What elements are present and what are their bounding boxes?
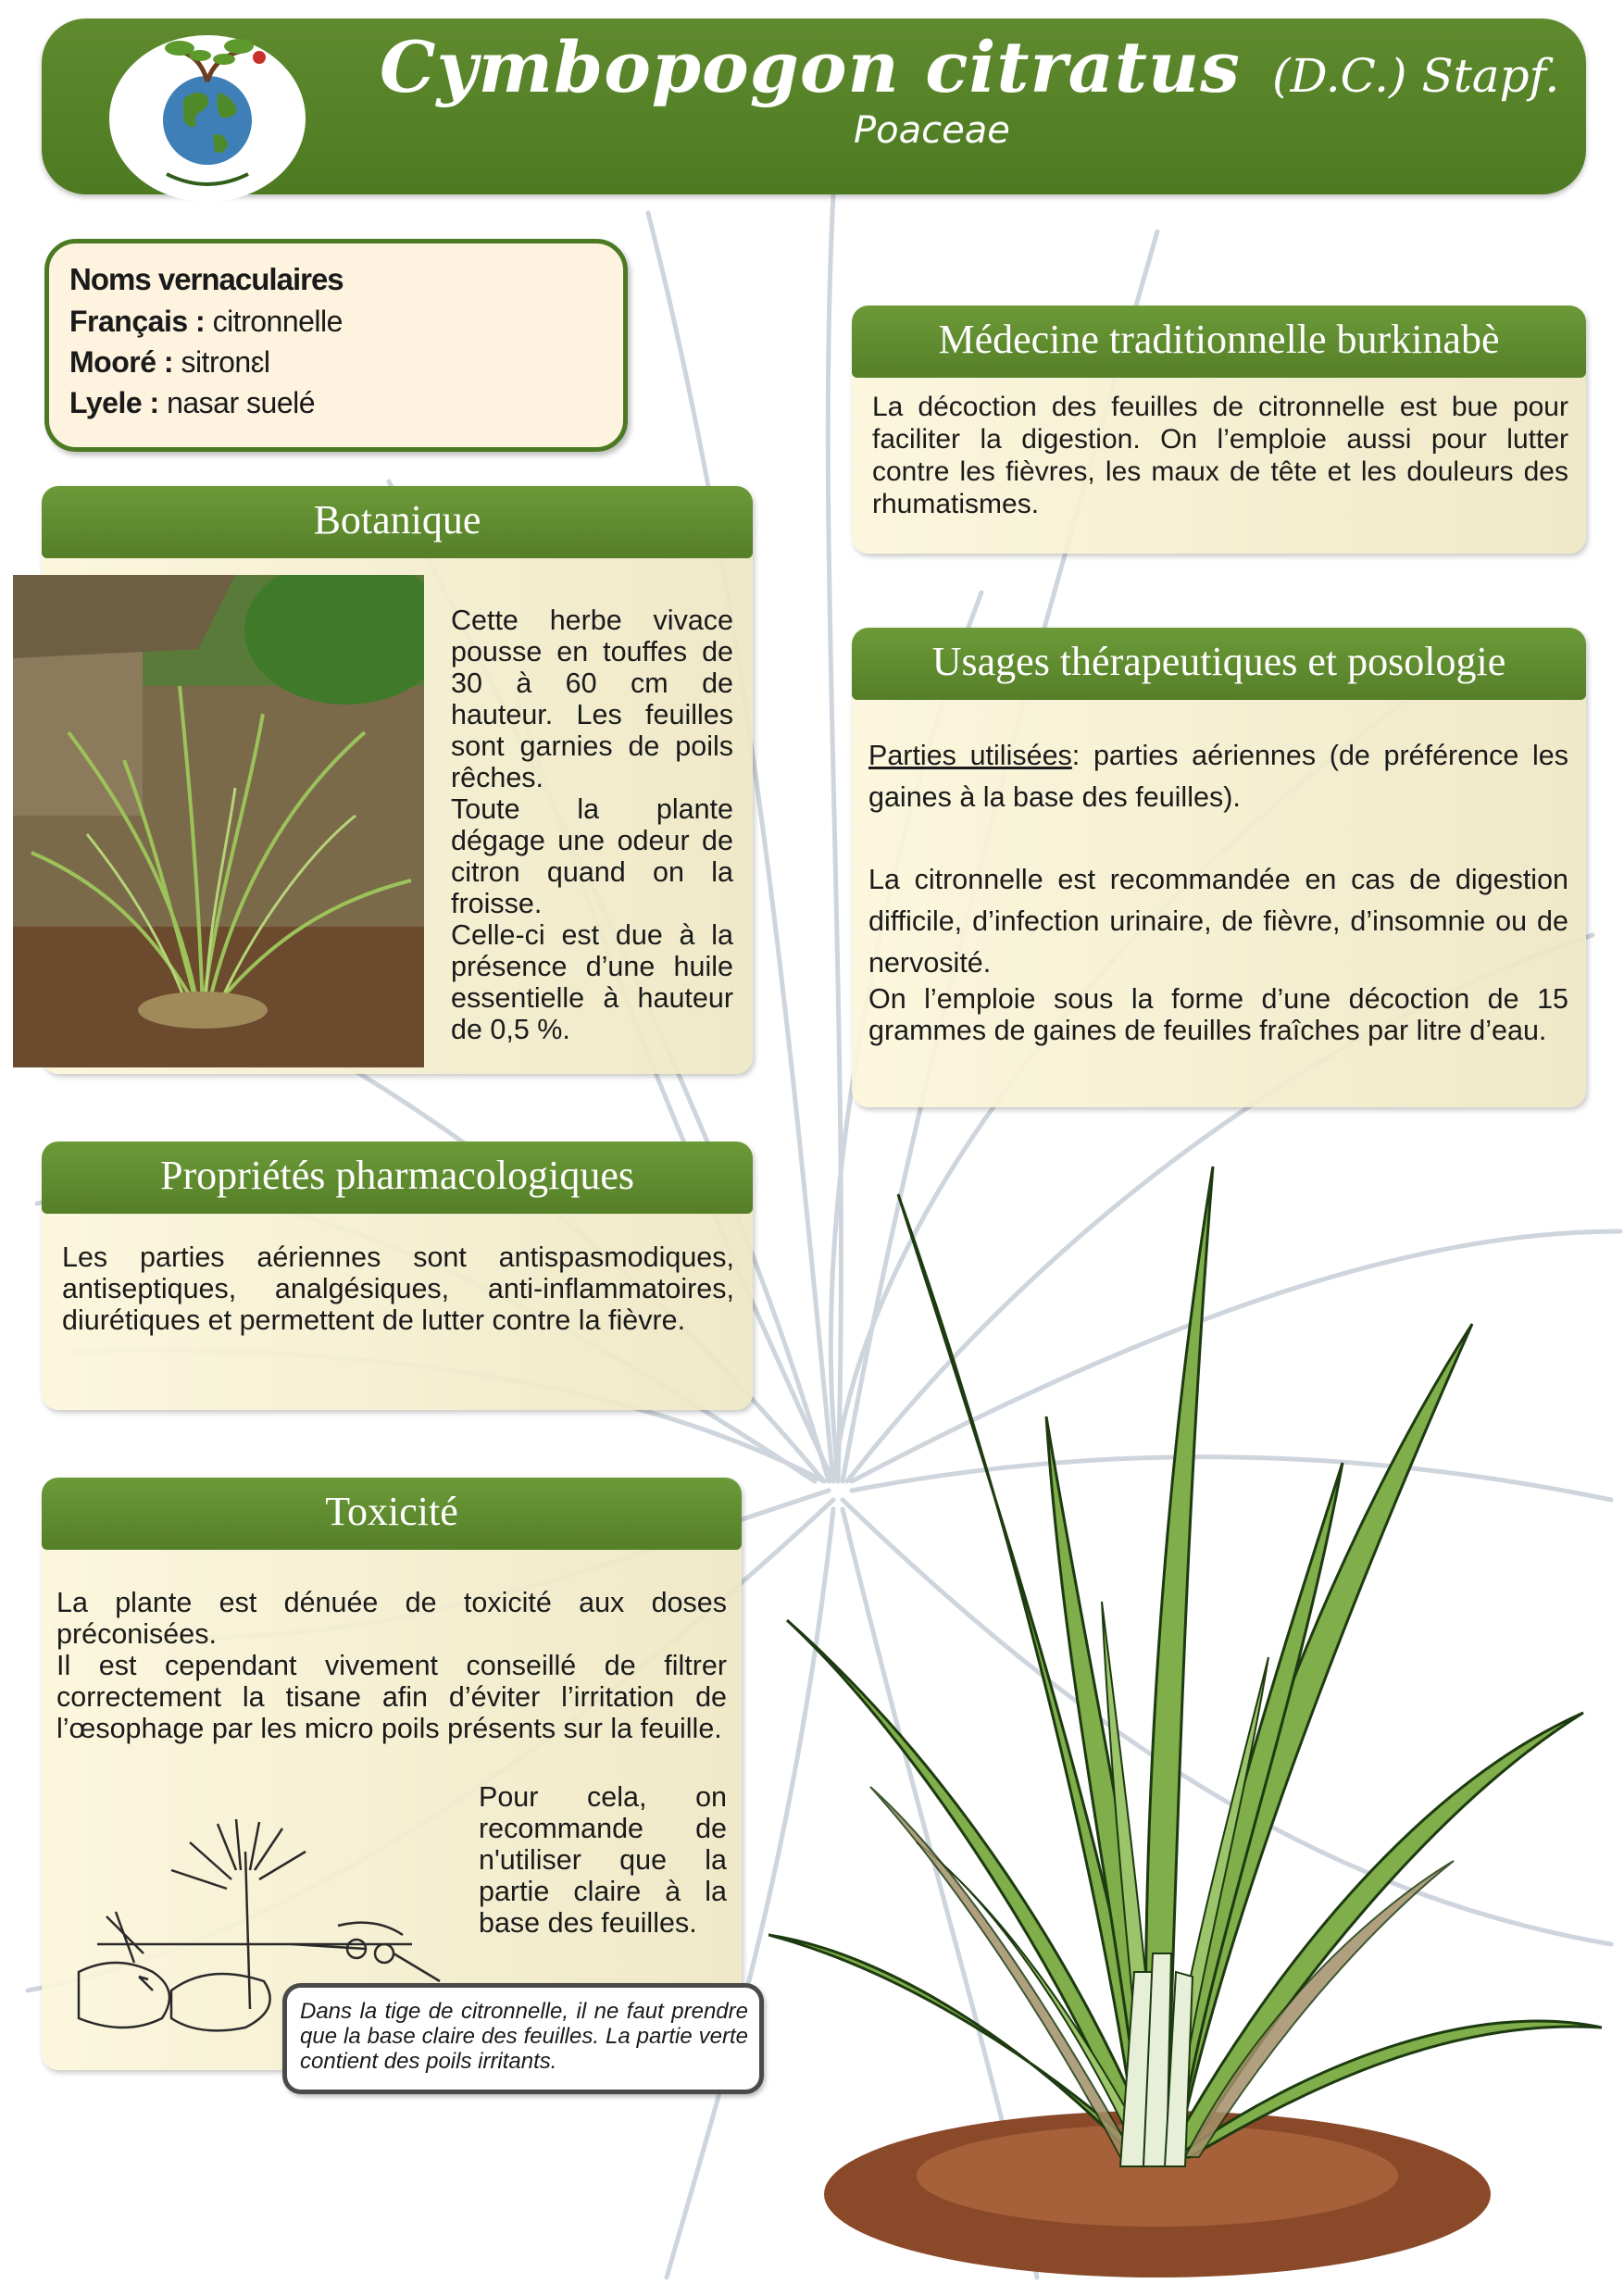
botanique-paragraph: Toute la plante dégage une odeur de citron quand on la froisse. <box>451 793 733 919</box>
toxicite-paragraph: Il est cependant vivement conseillé de filtrer correctement la tisane afin d’éviter l’irritation de l’œsophage par les micro poils présents sur la feuille. <box>56 1650 727 1744</box>
vernacular-name-row <box>69 386 315 420</box>
jardins-du-monde-logo <box>109 35 306 202</box>
toxicite-paragraph: La plante est dénuée de toxicité aux doses préconisées. <box>56 1587 727 1650</box>
callout-text: Dans la tige de citronnelle, il ne faut prendre que la base claire des feuilles. La partie verte contient des poils irritants. <box>300 1999 748 2074</box>
lemongrass-photo <box>13 575 424 1067</box>
lemongrass-illustration <box>768 1139 1602 2287</box>
medecine-panel <box>852 306 1586 554</box>
vernacular-names-title: Noms vernaculaires <box>69 262 344 296</box>
callout-box <box>282 1983 764 2094</box>
usages-parts-label: Parties utilisées <box>868 740 1072 771</box>
usages-indications: La citronnelle est recommandée en cas de digestion difficile, d’infection urinaire, de fièvre, d’insomnie ou de nervosité. <box>868 864 1568 979</box>
proprietes-panel <box>42 1142 753 1410</box>
vernacular-value: nasar suelé <box>167 386 316 419</box>
medecine-heading: Médecine traditionnelle burkinabè <box>852 306 1586 378</box>
usages-heading: Usages thérapeutiques et posologie <box>852 628 1586 700</box>
botanique-heading: Botanique <box>42 486 753 558</box>
header-title <box>380 26 1559 108</box>
vernacular-name-row <box>69 305 343 339</box>
vernacular-value: sitronɛl <box>181 345 270 379</box>
usages-panel <box>852 628 1586 1107</box>
botanique-paragraph: Cette herbe vivace pousse en touffes de 30 à 60 cm de hauteur. Les feuilles sont garnies de poils rêches. <box>451 605 733 793</box>
vernacular-value: citronnelle <box>212 305 343 338</box>
family-name: Poaceae <box>854 109 1010 152</box>
botanique-text <box>451 605 733 1045</box>
toxicite-text <box>56 1587 727 1744</box>
logo-globe-icon <box>109 35 306 202</box>
vernacular-lang: Lyele : <box>69 386 159 419</box>
toxicite-heading: Toxicité <box>42 1478 742 1550</box>
medecine-text: La décoction des feuilles de citronnelle est bue pour faciliter la digestion. On l’emploie aussi pour lutter contre les fièvres, les maux de tête et les douleurs des rhumatismes. <box>872 392 1568 519</box>
usages-posology: On l’emploie sous la forme d’une décoction de 15 grammes de gaines de feuilles fraîches par litre d’eau. <box>868 983 1568 1046</box>
vernacular-lang: Mooré : <box>69 345 174 379</box>
species-authority: (D.C.) Stapf. <box>1271 49 1560 103</box>
lemongrass-photo-image <box>13 575 424 1067</box>
proprietes-text: Les parties aériennes sont antispasmodiques, antiseptiques, analgésiques, anti-inflammatoires, diurétiques et permettent de lutter contre la fièvre. <box>62 1242 734 1336</box>
usages-parts <box>868 735 1568 818</box>
species-name: Cymbopogon citratus <box>380 26 1241 108</box>
vernacular-lang: Français : <box>69 305 206 338</box>
toxicite-recommendation: Pour cela, on recommande de n'utiliser que la partie claire à la base des feuilles. <box>479 1781 727 1939</box>
botanique-paragraph: Celle-ci est due à la présence d’une huile essentielle à hauteur de 0,5 %. <box>451 919 733 1045</box>
proprietes-heading: Propriétés pharmacologiques <box>42 1142 753 1214</box>
vernacular-name-row <box>69 345 269 380</box>
usages-parts-value: : parties aériennes (de préférence les gaines à la base des feuilles). <box>868 740 1569 813</box>
vernacular-names-box <box>44 239 628 452</box>
